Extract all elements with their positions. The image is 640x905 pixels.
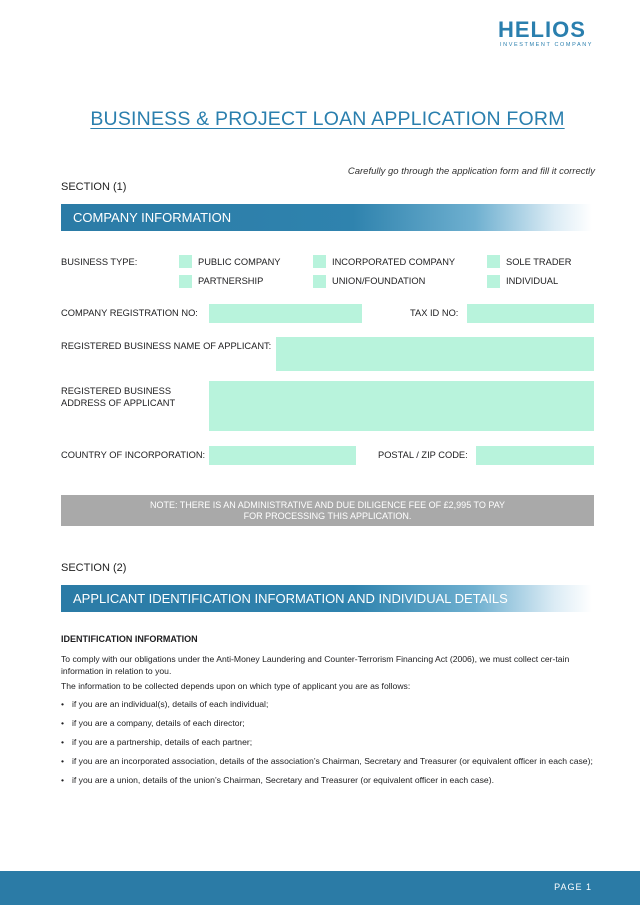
list-item: • if you are a company, details of each director;	[61, 718, 245, 728]
sole-trader-checkbox[interactable]	[487, 255, 500, 268]
company-registration-label: COMPANY REGISTRATION NO:	[61, 308, 198, 318]
registered-name-label: REGISTERED BUSINESS NAME OF APPLICANT:	[61, 341, 272, 351]
logo-wordmark: HELIOS	[498, 17, 586, 42]
union-foundation-option: UNION/FOUNDATION	[332, 276, 426, 286]
page-number: PAGE 1	[554, 882, 592, 892]
public-company-checkbox[interactable]	[179, 255, 192, 268]
fee-note-line-2: FOR PROCESSING THIS APPLICATION.	[243, 511, 412, 521]
identification-paragraph-1: To comply with our obligations under the Anti-Money Laundering and Counter-Terrorism Financing Act (2006), we must collect cer-tain information in relation to you.	[61, 654, 570, 676]
list-item: • if you are a union, details of the union’s Chairman, Secretary and Treasurer (or equivalent officer in each case).	[61, 775, 494, 785]
incorporated-company-checkbox[interactable]	[313, 255, 326, 268]
helios-logo	[498, 18, 598, 48]
fee-note-line-1: NOTE: THERE IS AN ADMINISTRATIVE AND DUE DILIGENCE FEE OF £2,995 TO PAY	[149, 500, 506, 510]
country-label: COUNTRY OF INCORPORATION:	[61, 450, 206, 460]
postal-code-field[interactable]	[476, 446, 594, 465]
tax-id-label: TAX ID NO:	[410, 308, 459, 318]
list-item: • if you are an individual(s), details of each individual;	[61, 699, 269, 709]
identification-paragraph-2: The information to be collected depends upon on which type of applicant you are as follows:	[61, 681, 411, 691]
logo-subtitle: INVESTMENT COMPANY	[500, 42, 594, 48]
business-type-label: BUSINESS TYPE:	[61, 257, 138, 267]
company-registration-field[interactable]	[209, 304, 362, 323]
country-field[interactable]	[209, 446, 356, 465]
incorporated-company-option: INCORPORATED COMPANY	[332, 257, 456, 267]
individual-option: INDIVIDUAL	[506, 276, 559, 286]
sole-trader-option: SOLE TRADER	[506, 257, 572, 267]
company-information-band: COMPANY INFORMATION	[61, 204, 592, 231]
address-label-line-1: REGISTERED BUSINESS	[61, 386, 172, 396]
fee-note	[61, 495, 594, 526]
address-field[interactable]	[209, 381, 594, 431]
postal-code-label: POSTAL / ZIP CODE:	[378, 450, 468, 460]
partnership-option: PARTNERSHIP	[198, 276, 264, 286]
form-title: BUSINESS & PROJECT LOAN APPLICATION FORM	[90, 108, 565, 130]
tax-id-field[interactable]	[467, 304, 594, 323]
section-1-label: SECTION (1)	[61, 181, 127, 193]
applicant-identification-band: APPLICANT IDENTIFICATION INFORMATION AND INDIVIDUAL DETAILS	[61, 585, 592, 612]
public-company-option: PUBLIC COMPANY	[198, 257, 281, 267]
address-label-line-2: ADDRESS OF APPLICANT	[61, 398, 176, 408]
union-foundation-checkbox[interactable]	[313, 275, 326, 288]
identification-heading: IDENTIFICATION INFORMATION	[61, 634, 198, 644]
list-item: • if you are an incorporated association, details of the association’s Chairman, Secretary and Treasurer (or equivalent officer in each case);	[61, 756, 593, 766]
partnership-checkbox[interactable]	[179, 275, 192, 288]
individual-checkbox[interactable]	[487, 275, 500, 288]
list-item: • if you are a partnership, details of each partner;	[61, 737, 253, 747]
registered-name-field[interactable]	[276, 337, 594, 371]
section-2-label: SECTION (2)	[61, 562, 127, 574]
form-instruction: Carefully go through the application form and fill it correctly	[347, 166, 595, 177]
page-footer	[0, 871, 640, 905]
